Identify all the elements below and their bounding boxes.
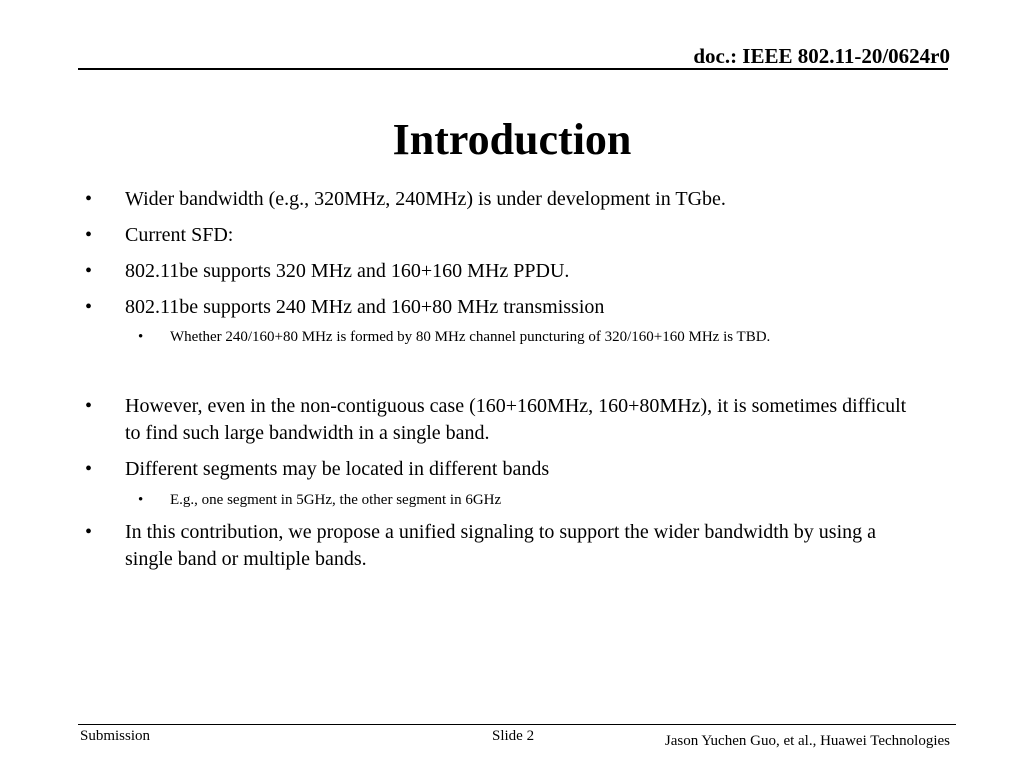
bullet-marker: •: [85, 395, 93, 417]
bullet-marker: •: [85, 296, 93, 318]
bullet-marker: •: [85, 458, 93, 480]
bullet-text: Current SFD:: [125, 224, 234, 246]
header-divider: [78, 68, 948, 70]
bullet-text: In this contribution, we propose a unified signaling to support the wider bandwidth by using a single band or multiple bands.: [125, 521, 876, 570]
bullet-text: Different segments may be located in different bands: [125, 458, 550, 480]
sub-bullet-text: E.g., one segment in 5GHz, the other segment in 6GHz: [170, 492, 502, 508]
document-id: doc.: IEEE 802.11-20/0624r0: [693, 44, 950, 68]
sub-bullet-marker: •: [138, 492, 144, 508]
slide-title: Introduction: [392, 115, 632, 164]
bullet-text: Wider bandwidth (e.g., 320MHz, 240MHz) is under development in TGbe.: [125, 188, 726, 210]
footer-submission: Submission: [80, 728, 151, 744]
bullet-text: 802.11be supports 320 MHz and 160+160 MHz PPDU.: [125, 260, 570, 282]
footer-author: Jason Yuchen Guo, et al., Huawei Technologies: [664, 733, 950, 749]
bullet-marker: •: [85, 521, 93, 543]
sub-bullet-text: Whether 240/160+80 MHz is formed by 80 MHz channel puncturing of 320/160+160 MHz is TBD.: [170, 329, 771, 345]
bullet-text: 802.11be supports 240 MHz and 160+80 MHz transmission: [125, 296, 605, 318]
bullet-marker: •: [85, 224, 93, 246]
bullet-marker: •: [85, 188, 93, 210]
slide-number: Slide 2: [492, 728, 535, 744]
bullet-text: However, even in the non-contiguous case (160+160MHz, 160+80MHz), it is sometimes difficult to find such large bandwidth in a single band.: [125, 395, 907, 444]
bullet-marker: •: [85, 260, 93, 282]
footer-divider: [78, 724, 956, 725]
sub-bullet-marker: •: [138, 329, 144, 345]
